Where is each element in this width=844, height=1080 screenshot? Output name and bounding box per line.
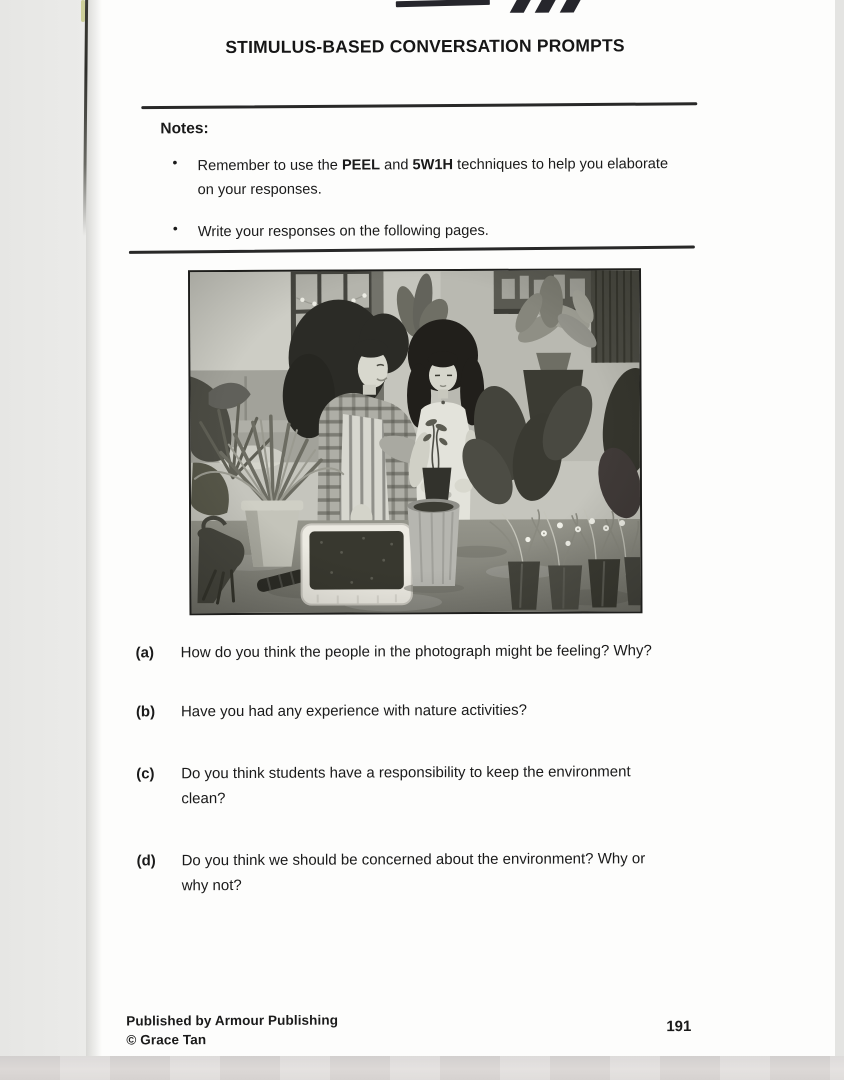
question-text-line: why not?	[181, 876, 242, 894]
bullet-icon: •	[172, 220, 178, 237]
question-text	[182, 847, 717, 898]
question-text	[181, 760, 716, 811]
note-text-line	[198, 156, 669, 174]
footer-copyright: © Grace Tan	[126, 1032, 207, 1048]
question-text-line: How do you think the people in the photograph might be feeling? Why?	[180, 642, 652, 662]
question-row	[136, 639, 716, 666]
divider-rule-top	[141, 102, 697, 108]
question-label: (d)	[136, 852, 156, 870]
question-label: (c)	[136, 765, 155, 783]
question-text-line: Do you think students have a responsibility to keep the environment	[181, 763, 631, 783]
page-content	[84, 0, 839, 1060]
question-label: (a)	[135, 644, 155, 662]
note-item	[172, 152, 668, 202]
notes-heading: Notes:	[160, 120, 209, 138]
question-text-line: Have you had any experience with nature activities?	[180, 701, 528, 721]
question-row	[137, 847, 717, 899]
stimulus-photo-illustration	[190, 270, 640, 613]
note-text: Write your responses on the following pages.	[197, 222, 489, 241]
note-text-bold: PEEL	[341, 157, 381, 174]
question-label: (b)	[135, 703, 156, 721]
question-text	[181, 639, 716, 666]
question-row	[136, 698, 716, 725]
footer-publisher: Published by Armour Publishing	[126, 1012, 339, 1029]
note-text-bold: 5W1H	[412, 157, 454, 174]
page-number: 191	[666, 1018, 692, 1036]
bullet-icon: •	[172, 154, 178, 171]
stimulus-photo	[188, 268, 643, 615]
bottom-page-stack-band	[0, 1056, 844, 1080]
note-item	[173, 219, 489, 244]
footer-imprint	[126, 1011, 338, 1050]
page-title: STIMULUS-BASED CONVERSATION PROMPTS	[225, 35, 625, 58]
publisher-logo-partial-icon	[396, 0, 596, 15]
note-text-line: on your responses.	[197, 181, 322, 199]
divider-rule-mid	[129, 246, 695, 254]
note-text-segment: techniques to help you elaborate	[453, 156, 669, 174]
question-text-line: Do you think we should be concerned about the environment? Why or	[181, 850, 646, 870]
question-row	[136, 760, 716, 812]
note-text-segment: and	[380, 157, 413, 174]
note-text-segment: Remember to use the	[197, 157, 342, 175]
note-text	[197, 152, 668, 202]
question-text	[181, 698, 716, 725]
question-text-line: clean?	[181, 789, 226, 807]
